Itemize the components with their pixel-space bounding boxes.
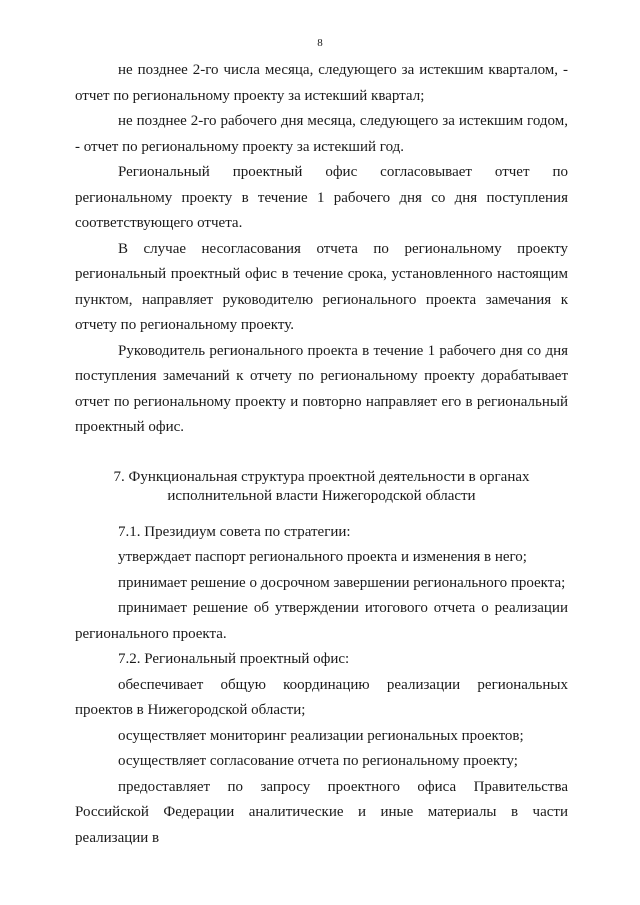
paragraph: Руководитель регионального проекта в течение 1 рабочего дня со дня поступления замечаний к отчету по региональному проекту дорабатывает отчет по региональному проекту и повторно направляет его в региональный проектный офис. [75, 342, 568, 435]
paragraph: предоставляет по запросу проектного офиса Правительства Российской Федерации аналитические и иные материалы в части реализации в [75, 778, 568, 846]
page-number: 8 [317, 37, 323, 49]
paragraph: не позднее 2-го рабочего дня месяца, следующего за истекшим годом, - отчет по региональному проекту за истекший год. [75, 113, 568, 155]
paragraph: В случае несогласования отчета по региональному проекту региональный проектный офис в течение срока, установленного настоящим пунктом, направляет руководителю регионального проекта замечания к отчету по региональному проекту. [75, 240, 568, 333]
paragraph: осуществляет мониторинг реализации региональных проектов; [118, 727, 524, 744]
paragraph: принимает решение о досрочном завершении регионального проекта; [118, 574, 566, 591]
paragraph: осуществляет согласование отчета по региональному проекту; [118, 753, 518, 769]
section-heading: 7. Функциональная структура проектной деятельности в органах исполнительной власти Нижегородской области [113, 468, 530, 504]
paragraph: утверждает паспорт регионального проекта и изменения в него; [118, 549, 527, 565]
paragraph: Региональный проектный офис согласовывает отчет по региональному проекту в течение 1 рабочего дня со дня поступления соответствующего отчета. [75, 164, 568, 231]
paragraph: 7.1. Президиум совета по стратегии: [118, 523, 351, 540]
paragraph: принимает решение об утверждении итогового отчета о реализации регионального проекта. [75, 600, 568, 642]
paragraph: обеспечивает общую координацию реализации региональных проектов в Нижегородской области; [75, 676, 568, 718]
document-body [75, 58, 568, 851]
paragraph: 7.2. Региональный проектный офис: [118, 651, 350, 667]
paragraph: не позднее 2-го числа месяца, следующего за истекшим кварталом, - отчет по региональному проекту за истекший квартал; [75, 62, 568, 104]
